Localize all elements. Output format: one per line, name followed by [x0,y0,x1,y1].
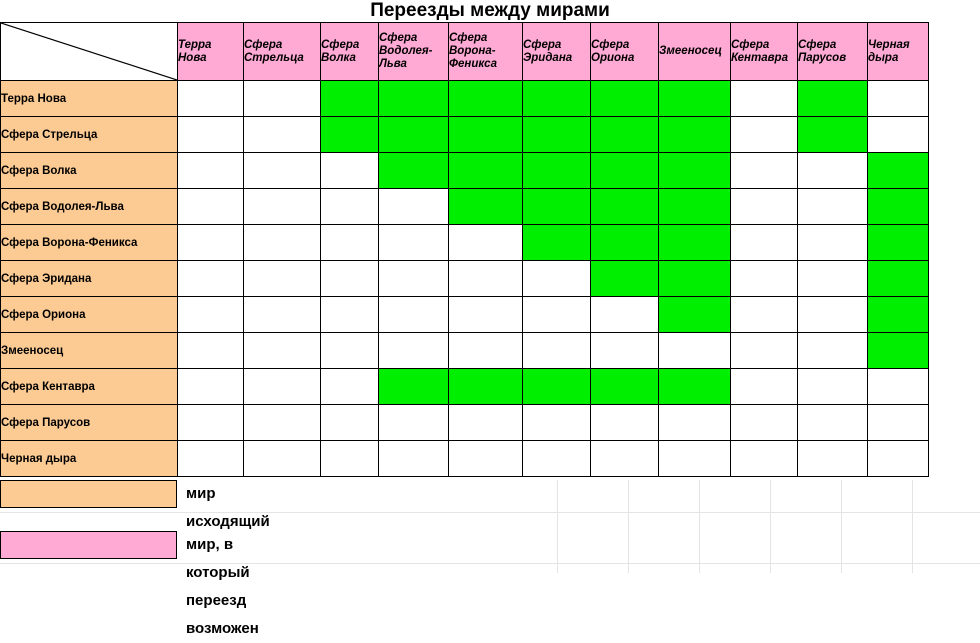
matrix-cell-empty[interactable] [244,117,321,153]
matrix-row [1,225,929,261]
matrix-cell-empty[interactable] [379,261,449,297]
matrix-cell-empty[interactable] [379,405,449,441]
matrix-cell-empty[interactable] [449,405,523,441]
matrix-cell-allowed[interactable] [523,153,591,189]
matrix-cell-allowed[interactable] [868,153,929,189]
matrix-cell-empty[interactable] [178,369,244,405]
matrix-cell-allowed[interactable] [523,189,591,225]
matrix-cell-empty[interactable] [731,189,798,225]
matrix-cell-empty[interactable] [178,405,244,441]
matrix-cell-empty[interactable] [321,405,379,441]
matrix-cell-empty[interactable] [523,297,591,333]
matrix-cell-empty[interactable] [244,297,321,333]
matrix-cell-allowed[interactable] [591,225,659,261]
matrix-cell-empty[interactable] [731,369,798,405]
matrix-cell-empty[interactable] [868,441,929,477]
matrix-cell-allowed[interactable] [591,261,659,297]
matrix-cell-allowed[interactable] [379,81,449,117]
column-header: Сфера Ворона-Феникса [449,23,523,81]
column-header: Черная дыра [868,23,929,81]
matrix-cell-allowed[interactable] [449,81,523,117]
transitions-matrix [0,22,929,477]
matrix-cell-empty[interactable] [244,261,321,297]
matrix-cell-empty[interactable] [523,441,591,477]
column-header: Сфера Водолея-Льва [379,23,449,81]
row-header: Сфера Кентавра [1,369,178,405]
matrix-cell-allowed[interactable] [798,117,868,153]
matrix-cell-empty[interactable] [178,441,244,477]
matrix-cell-empty[interactable] [798,333,868,369]
matrix-cell-empty[interactable] [798,261,868,297]
matrix-cell-empty[interactable] [449,441,523,477]
matrix-cell-empty[interactable] [798,369,868,405]
matrix-cell-empty[interactable] [798,405,868,441]
matrix-cell-empty[interactable] [659,405,731,441]
matrix-row [1,81,929,117]
matrix-cell-allowed[interactable] [523,81,591,117]
matrix-row [1,189,929,225]
legend-label-target: мир, в который переезд возможен [186,536,259,637]
matrix-cell-allowed[interactable] [321,81,379,117]
matrix-cell-empty[interactable] [731,117,798,153]
matrix-cell-empty[interactable] [244,369,321,405]
matrix-cell-empty[interactable] [244,405,321,441]
row-header: Сфера Эридана [1,261,178,297]
sheet-gridline [912,480,913,573]
matrix-cell-allowed[interactable] [659,261,731,297]
matrix-cell-allowed[interactable] [659,117,731,153]
matrix-cell-empty[interactable] [868,369,929,405]
matrix-row [1,117,929,153]
matrix-cell-empty[interactable] [379,333,449,369]
matrix-body [1,81,929,477]
matrix-cell-empty[interactable] [659,441,731,477]
matrix-cell-allowed[interactable] [798,81,868,117]
matrix-cell-allowed[interactable] [449,369,523,405]
matrix-cell-empty[interactable] [379,189,449,225]
matrix-cell-allowed[interactable] [523,225,591,261]
column-header: Сфера Волка [321,23,379,81]
matrix-cell-allowed[interactable] [449,189,523,225]
matrix-cell-empty[interactable] [659,333,731,369]
matrix-cell-allowed[interactable] [379,369,449,405]
matrix-cell-allowed[interactable] [379,117,449,153]
matrix-cell-empty[interactable] [798,225,868,261]
column-header: Терра Нова [178,23,244,81]
matrix-cell-empty[interactable] [321,369,379,405]
matrix-cell-allowed[interactable] [591,369,659,405]
column-header: Сфера Парусов [798,23,868,81]
matrix-row [1,261,929,297]
matrix-cell-empty[interactable] [244,189,321,225]
matrix-cell-allowed[interactable] [449,117,523,153]
matrix-cell-empty[interactable] [798,297,868,333]
matrix-cell-empty[interactable] [523,405,591,441]
matrix-cell-empty[interactable] [178,81,244,117]
matrix-cell-allowed[interactable] [868,261,929,297]
matrix-cell-empty[interactable] [321,225,379,261]
matrix-cell-empty[interactable] [731,261,798,297]
matrix-cell-empty[interactable] [798,189,868,225]
sheet-gridline [770,480,771,573]
matrix-cell-empty[interactable] [798,441,868,477]
matrix-cell-allowed[interactable] [523,117,591,153]
matrix-cell-empty[interactable] [731,333,798,369]
matrix-cell-allowed[interactable] [591,153,659,189]
matrix-cell-empty[interactable] [321,189,379,225]
matrix-cell-empty[interactable] [178,225,244,261]
legend-swatch-target [0,531,177,559]
matrix-cell-empty[interactable] [523,261,591,297]
matrix-cell-empty[interactable] [321,153,379,189]
matrix-cell-empty[interactable] [244,81,321,117]
matrix-cell-empty[interactable] [321,261,379,297]
row-header: Сфера Парусов [1,405,178,441]
matrix-cell-empty[interactable] [321,333,379,369]
matrix-cell-empty[interactable] [379,225,449,261]
matrix-row [1,405,929,441]
matrix-cell-empty[interactable] [178,153,244,189]
matrix-row [1,369,929,405]
matrix-cell-allowed[interactable] [868,189,929,225]
column-header: Сфера Эридана [523,23,591,81]
row-header: Сфера Ворона-Феникса [1,225,178,261]
sheet-gridline [841,480,842,573]
matrix-cell-empty[interactable] [321,297,379,333]
column-header: Сфера Стрельца [244,23,321,81]
sheet-gridline [557,480,558,573]
matrix-cell-allowed[interactable] [659,369,731,405]
matrix-cell-empty[interactable] [449,225,523,261]
matrix-cell-empty[interactable] [731,297,798,333]
matrix-cell-empty[interactable] [321,441,379,477]
matrix-cell-empty[interactable] [244,333,321,369]
matrix-cell-empty[interactable] [798,153,868,189]
matrix-cell-empty[interactable] [379,441,449,477]
column-header: Змееносец [659,23,731,81]
matrix-cell-empty[interactable] [731,153,798,189]
legend-swatch-source [0,480,177,508]
sheet-gridline [699,480,700,573]
matrix-cell-empty[interactable] [178,189,244,225]
matrix-cell-allowed[interactable] [868,225,929,261]
matrix-cell-allowed[interactable] [659,153,731,189]
matrix-cell-allowed[interactable] [659,297,731,333]
page-title: Переезды между мирами [370,0,610,21]
matrix-cell-empty[interactable] [731,225,798,261]
matrix-cell-empty[interactable] [591,333,659,369]
matrix-cell-allowed[interactable] [591,81,659,117]
matrix-cell-empty[interactable] [178,261,244,297]
matrix-cell-empty[interactable] [731,405,798,441]
matrix-cell-empty[interactable] [244,153,321,189]
matrix-cell-allowed[interactable] [449,153,523,189]
sheet-gridline [628,480,629,573]
matrix-corner-cell [1,23,178,81]
matrix-cell-allowed[interactable] [868,297,929,333]
matrix-cell-allowed[interactable] [659,81,731,117]
diagonal-divider-icon [1,23,177,80]
column-header: Сфера Кентавра [731,23,798,81]
row-header: Сфера Водолея-Льва [1,189,178,225]
matrix-cell-empty[interactable] [868,117,929,153]
matrix-cell-empty[interactable] [379,297,449,333]
matrix-cell-allowed[interactable] [659,225,731,261]
matrix-cell-empty[interactable] [868,81,929,117]
legend-label-source: мир исходящий [186,485,270,530]
matrix-cell-empty[interactable] [523,333,591,369]
matrix-cell-allowed[interactable] [379,153,449,189]
row-header: Черная дыра [1,441,178,477]
matrix-cell-empty[interactable] [449,261,523,297]
row-header: Сфера Ориона [1,297,178,333]
row-header: Терра Нова [1,81,178,117]
matrix-cell-allowed[interactable] [868,333,929,369]
matrix-cell-empty[interactable] [591,441,659,477]
matrix-cell-empty[interactable] [178,297,244,333]
matrix-cell-empty[interactable] [591,297,659,333]
matrix-cell-allowed[interactable] [321,117,379,153]
matrix-cell-empty[interactable] [591,405,659,441]
matrix-row [1,441,929,477]
matrix-row [1,297,929,333]
row-header: Сфера Волка [1,153,178,189]
row-header: Змееносец [1,333,178,369]
matrix-row [1,153,929,189]
matrix-cell-empty[interactable] [449,297,523,333]
column-header: Сфера Ориона [591,23,659,81]
matrix-cell-allowed[interactable] [659,189,731,225]
sheet-gridline [0,563,980,564]
matrix-cell-allowed[interactable] [591,117,659,153]
row-header: Сфера Стрельца [1,117,178,153]
matrix-cell-empty[interactable] [244,441,321,477]
matrix-cell-empty[interactable] [731,81,798,117]
matrix-cell-empty[interactable] [449,333,523,369]
matrix-cell-empty[interactable] [178,117,244,153]
matrix-cell-allowed[interactable] [523,369,591,405]
matrix-cell-empty[interactable] [244,225,321,261]
matrix-header-row [1,23,929,81]
matrix-cell-empty[interactable] [731,441,798,477]
sheet-gridline [0,512,980,513]
matrix-cell-empty[interactable] [178,333,244,369]
matrix-row [1,333,929,369]
matrix-cell-allowed[interactable] [591,189,659,225]
matrix-cell-empty[interactable] [868,405,929,441]
